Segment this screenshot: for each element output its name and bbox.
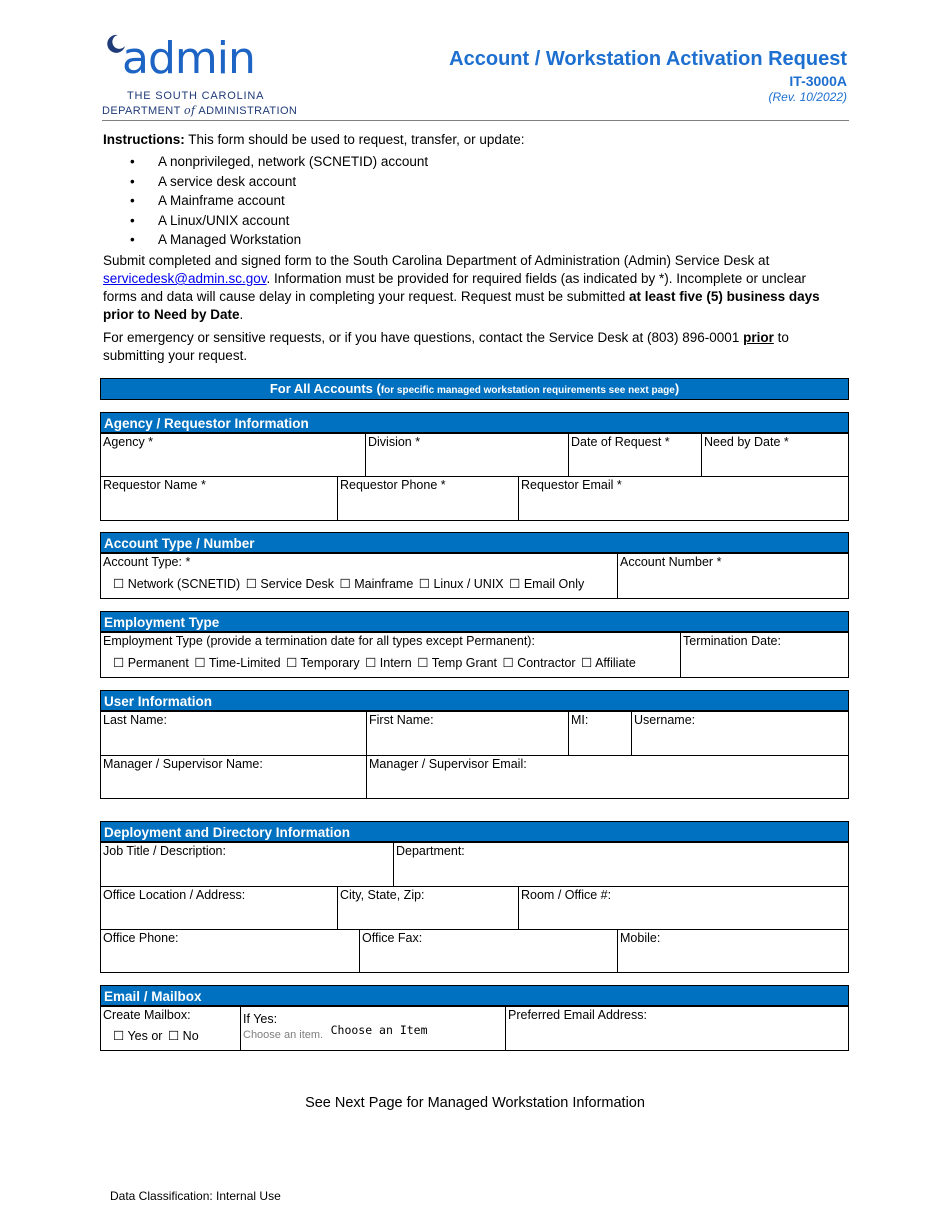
- create-mailbox-options: [111, 1029, 199, 1044]
- deployment-section-heading: Deployment and Directory Information: [100, 821, 849, 842]
- checkbox-affiliate[interactable]: ☐ Affiliate: [581, 656, 636, 670]
- division-field[interactable]: Division *: [365, 433, 569, 477]
- requestor-name-field[interactable]: Requestor Name *: [100, 476, 338, 521]
- form-title: Account / Workstation Activation Request: [449, 48, 847, 70]
- city-state-zip-field[interactable]: City, State, Zip:: [337, 886, 519, 930]
- service-desk-email-link[interactable]: servicedesk@admin.sc.gov: [103, 271, 267, 286]
- middle-initial-field[interactable]: MI:: [568, 711, 632, 756]
- employment-type-field: Employment Type (provide a termination date for all types except Permanent): ☐ Permanent ☐ Time-Limited ☐ Temporary ☐ Intern ☐ Temp Grant ☐ Contractor ☐ Affiliate: [100, 632, 681, 678]
- room-office-field[interactable]: Room / Office #:: [518, 886, 849, 930]
- checkbox-service-desk[interactable]: ☐ Service Desk: [245, 577, 335, 591]
- account-number-field[interactable]: Account Number *: [617, 553, 849, 599]
- date-of-request-field[interactable]: Date of Request *: [568, 433, 702, 477]
- next-page-note: See Next Page for Managed Workstation Information: [305, 1095, 645, 1111]
- submit-instructions: Submit completed and signed form to the South Carolina Department of Administration (Admin) Service Desk at servicedesk@admin.sc.gov. Information must be provided for required fields (as indicated by *). Incomplete or unclear forms and data will cause delay in completing your request. Request must be submitted at least five (5) business days prior to Need by Date.: [103, 253, 820, 322]
- employment-type-options: [111, 656, 636, 671]
- checkbox-mailbox-yes[interactable]: ☐ Yes: [113, 1029, 148, 1043]
- checkbox-intern[interactable]: ☐ Intern: [365, 656, 412, 670]
- mailbox-section-heading: Email / Mailbox: [100, 985, 849, 1006]
- manager-email-field[interactable]: Manager / Supervisor Email:: [366, 755, 849, 799]
- list-item: • A nonprivileged, network (SCNETID) account: [130, 152, 428, 172]
- last-name-field[interactable]: Last Name:: [100, 711, 367, 756]
- for-all-accounts-banner: For All Accounts (for specific managed workstation requirements see next page): [100, 378, 849, 400]
- create-mailbox-field: Create Mailbox: ☐ Yes or ☐ No: [100, 1006, 241, 1051]
- user-section-heading: User Information: [100, 690, 849, 711]
- checkbox-temp-grant[interactable]: ☐ Temp Grant: [417, 656, 498, 670]
- preferred-email-field[interactable]: Preferred Email Address:: [505, 1006, 849, 1051]
- requestor-phone-field[interactable]: Requestor Phone *: [337, 476, 519, 521]
- mailbox-dropdown-placeholder[interactable]: Choose an item.: [243, 1029, 324, 1041]
- employment-section-heading: Employment Type: [100, 611, 849, 632]
- checkbox-temporary[interactable]: ☐ Temporary: [286, 656, 360, 670]
- list-item: • A Linux/UNIX account: [130, 211, 428, 231]
- job-title-field[interactable]: Job Title / Description:: [100, 842, 394, 887]
- list-item: • A Mainframe account: [130, 191, 428, 211]
- checkbox-linux-unix[interactable]: ☐ Linux / UNIX: [418, 577, 504, 591]
- requestor-email-field[interactable]: Requestor Email *: [518, 476, 849, 521]
- first-name-field[interactable]: First Name:: [366, 711, 569, 756]
- checkbox-mailbox-no[interactable]: ☐ No: [167, 1029, 199, 1043]
- form-id: IT-3000A: [789, 73, 847, 89]
- checkbox-email-only[interactable]: ☐ Email Only: [509, 577, 585, 591]
- account-type-field: Account Type: * ☐ Network (SCNETID) ☐ Service Desk ☐ Mainframe ☐ Linux / UNIX ☐ Email Only: [100, 553, 618, 599]
- office-fax-field[interactable]: Office Fax:: [359, 929, 618, 973]
- agency-section-heading: Agency / Requestor Information: [100, 412, 849, 433]
- data-classification: Data Classification: Internal Use: [110, 1189, 281, 1203]
- checkbox-mainframe[interactable]: ☐ Mainframe: [339, 577, 414, 591]
- manager-name-field[interactable]: Manager / Supervisor Name:: [100, 755, 367, 799]
- department-field[interactable]: Department:: [393, 842, 849, 887]
- instructions-intro: Instructions: This form should be used to request, transfer, or update:: [103, 132, 525, 147]
- account-section-heading: Account Type / Number: [100, 532, 849, 553]
- logo-subtitle-1: THE SOUTH CAROLINA: [127, 90, 265, 102]
- if-yes-field: If Yes: Choose an item. Choose an Item: [240, 1006, 506, 1051]
- logo-wordmark: admin: [122, 33, 255, 84]
- mobile-field[interactable]: Mobile:: [617, 929, 849, 973]
- agency-field[interactable]: Agency *: [100, 433, 366, 477]
- office-phone-field[interactable]: Office Phone:: [100, 929, 360, 973]
- office-location-field[interactable]: Office Location / Address:: [100, 886, 338, 930]
- username-field[interactable]: Username:: [631, 711, 849, 756]
- logo-subtitle-2: DEPARTMENT of ADMINISTRATION: [102, 104, 298, 117]
- or-label: or: [151, 1029, 163, 1043]
- checkbox-time-limited[interactable]: ☐ Time-Limited: [194, 656, 281, 670]
- termination-date-field[interactable]: Termination Date:: [680, 632, 849, 678]
- emergency-instructions: For emergency or sensitive requests, or if you have questions, contact the Service Desk at (803) 896-0001 prior to submitting your request.: [103, 330, 789, 363]
- instructions-list: [130, 152, 428, 250]
- header-divider: [102, 120, 849, 121]
- need-by-date-field[interactable]: Need by Date *: [701, 433, 849, 477]
- list-item: • A service desk account: [130, 172, 428, 192]
- checkbox-network[interactable]: ☐ Network (SCNETID): [113, 577, 241, 591]
- checkbox-permanent[interactable]: ☐ Permanent: [113, 656, 189, 670]
- list-item: • A Managed Workstation: [130, 230, 428, 250]
- form-revision: (Rev. 10/2022): [768, 90, 847, 104]
- mailbox-dropdown[interactable]: Choose an Item: [330, 1023, 428, 1037]
- account-type-options: [111, 577, 584, 592]
- checkbox-contractor[interactable]: ☐ Contractor: [502, 656, 576, 670]
